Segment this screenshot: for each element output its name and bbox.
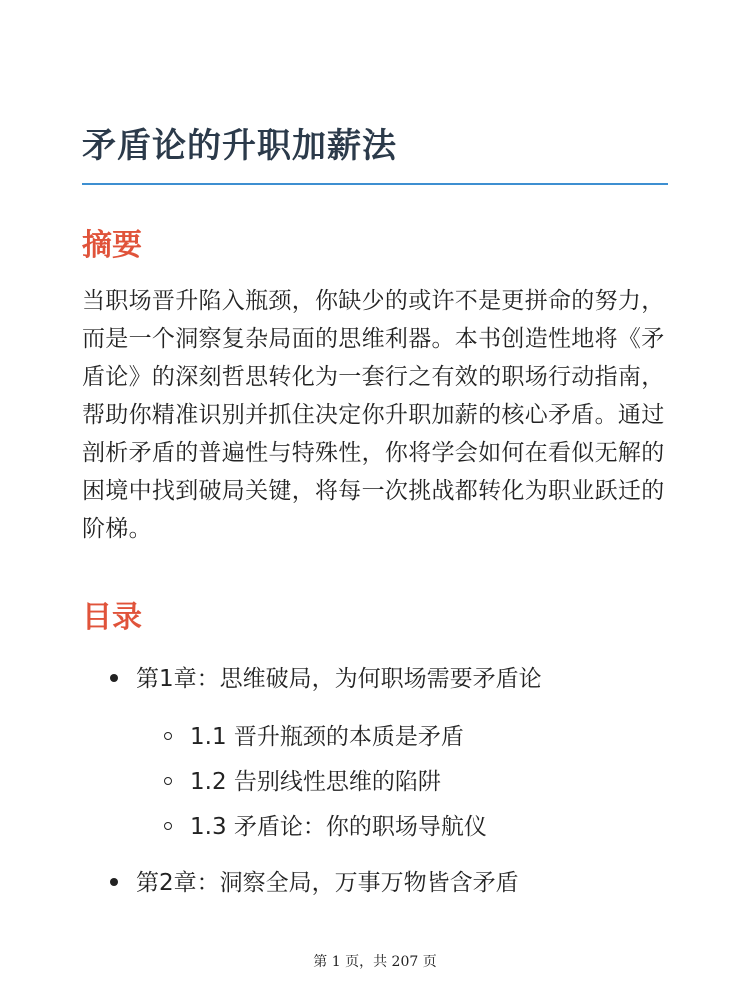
toc-section-1-2[interactable] bbox=[164, 763, 441, 796]
toc-section-label: 1.1 晋升瓶颈的本质是矛盾 bbox=[190, 724, 464, 750]
toc-section-1-1[interactable] bbox=[164, 718, 464, 751]
toc-chapter-label: 第2章：洞察全局，万事万物皆含矛盾 bbox=[136, 870, 519, 896]
hollow-bullet-icon bbox=[164, 777, 172, 785]
toc-chapter-1[interactable] bbox=[110, 660, 542, 693]
hollow-bullet-icon bbox=[164, 822, 172, 830]
toc-chapter-2[interactable] bbox=[110, 864, 519, 897]
document-title: 矛盾论的升职加薪法 bbox=[82, 126, 397, 166]
toc-heading: 目录 bbox=[82, 600, 142, 635]
toc-section-1-3[interactable] bbox=[164, 808, 487, 841]
hollow-bullet-icon bbox=[164, 732, 172, 740]
bullet-icon bbox=[110, 674, 118, 682]
abstract-heading: 摘要 bbox=[82, 228, 142, 263]
toc-section-label: 1.2 告别线性思维的陷阱 bbox=[190, 769, 441, 795]
abstract-body: 当职场晋升陷入瓶颈，你缺少的或许不是更拼命的努力，而是一个洞察复杂局面的思维利器。本书创造性地将《矛盾论》的深刻哲思转化为一套行之有效的职场行动指南，帮助你精准识别并抓住决定你升职加薪的核心矛盾。通过剖析矛盾的普遍性与特殊性，你将学会如何在看似无解的困境中找到破局关键，将每一次挑战都转化为职业跃迁的阶梯。 bbox=[82, 288, 665, 542]
page-number-footer: 第 1 页，共 207 页 bbox=[313, 954, 437, 970]
toc-section-label: 1.3 矛盾论：你的职场导航仪 bbox=[190, 814, 487, 840]
bullet-icon bbox=[110, 878, 118, 886]
title-divider bbox=[82, 183, 668, 185]
toc-chapter-label: 第1章：思维破局，为何职场需要矛盾论 bbox=[136, 666, 542, 692]
